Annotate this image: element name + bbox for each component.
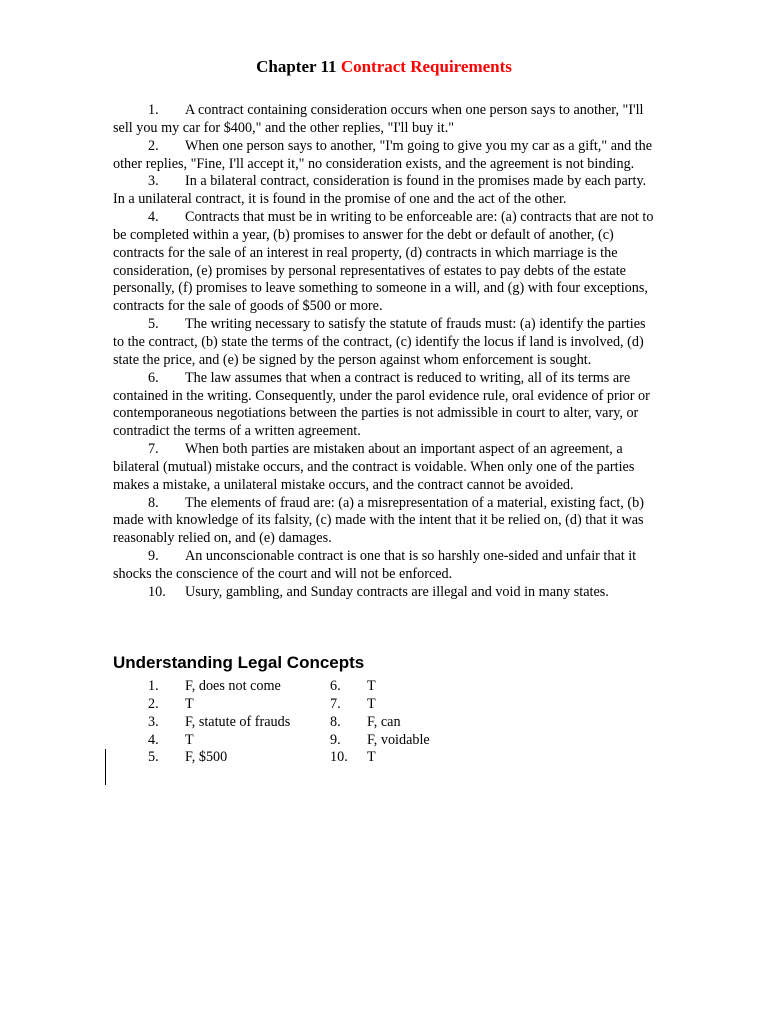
answer-text: F, can (367, 713, 401, 730)
summary-item (113, 495, 658, 549)
answer-row (148, 678, 330, 696)
summary-item (113, 441, 658, 495)
answer-text: F, $500 (185, 749, 228, 766)
summary-item-number: 2. (148, 137, 159, 154)
answer-column-left (148, 678, 330, 767)
summary-item-text: In a bilateral contract, consideration is found in the promises made by each party. In a unilateral contract, it is found in the promise of one and the act of the other. (113, 173, 647, 208)
answer-text: T (367, 678, 376, 694)
summary-item (113, 102, 658, 138)
summary-item (113, 370, 658, 441)
summary-item (113, 584, 658, 602)
answer-number: 7. (330, 695, 341, 712)
summary-item-text: The law assumes that when a contract is reduced to writing, all of its terms are contained in the writing. Consequently, under the parol evidence rule, oral evidence of prior or contemporaneous negotiations between the parties is not admissible in court to alter, vary, or contradict the terms of a written agreement. (113, 369, 650, 440)
summary-item (113, 138, 658, 174)
answer-number: 8. (330, 713, 341, 730)
answer-number: 9. (330, 731, 341, 748)
answer-number: 6. (330, 678, 341, 694)
answer-number: 3. (148, 713, 159, 730)
summary-item-text: The elements of fraud are: (a) a misrepresentation of a material, existing fact, (b) made with knowledge of its falsity, (c) made with the intent that it be relied on, (d) that it was reasonably relied on, and (e) damages. (113, 494, 644, 547)
summary-item-number: 3. (148, 173, 159, 190)
summary-item-number: 8. (148, 494, 159, 511)
text-cursor (105, 749, 106, 785)
summary-item-text: The writing necessary to satisfy the statute of frauds must: (a) identify the parties to the contract, (b) state the terms of the contract, (c) identify the locus if land is involved, (d) state the price, and (e) be signed by the person against whom enforcement is sought. (113, 316, 646, 368)
answer-row (148, 696, 330, 714)
answer-text: T (185, 695, 194, 712)
answer-row (330, 696, 512, 714)
answer-text: F, voidable (367, 731, 430, 748)
answer-number: 4. (148, 731, 159, 748)
answer-number: 2. (148, 695, 159, 712)
summary-item-number: 10. (148, 583, 166, 600)
summary-item-text: Contracts that must be in writing to be enforceable are: (a) contracts that are not to be completed within a year, (b) promises to answer for the debt or default of another, (c) contracts for the sale of an interest in real property, (d) contracts in which marriage is the consideration, (e) promises by personal representatives of estates to pay debts of the estate personally, (f) promises to leave something to someone in a will, and (g) with four exceptions, contracts for the sale of goods of $500 or more. (113, 209, 654, 315)
chapter-title: Contract Requirements (340, 57, 512, 77)
summary-item-number: 1. (148, 102, 159, 118)
page-title (0, 56, 768, 78)
summary-item-number: 7. (148, 441, 159, 458)
summary-item (113, 548, 658, 584)
summary-item-text: When both parties are mistaken about an important aspect of an agreement, a bilateral (mutual) mistake occurs, and the contract is voidable. When only one of the parties makes a mistake, a unilateral mistake occurs, and the contract cannot be avoided. (113, 441, 635, 493)
answer-key (148, 678, 512, 767)
summary-list (113, 102, 658, 602)
answer-column-right (330, 678, 512, 767)
summary-item-text: A contract containing consideration occurs when one person says to another, "I'll sell you my car for $400," and the other replies, "I'll buy it." (113, 102, 644, 136)
summary-item-text: An unconscionable contract is one that is so harshly one-sided and unfair that it shocks the conscience of the court and will not be enforced. (113, 548, 637, 582)
summary-item-text: When one person says to another, "I'm going to give you my car as a gift," and the other replies, "Fine, I'll accept it," no consideration exists, and the agreement is not binding. (113, 137, 653, 172)
answer-row (330, 714, 512, 732)
answer-text: F, statute of frauds (185, 713, 291, 730)
answer-number: 5. (148, 749, 159, 766)
section-heading: Understanding Legal Concepts (113, 653, 365, 672)
answer-row (148, 732, 330, 750)
chapter-label: Chapter 11 (256, 57, 337, 77)
answer-text: F, does not come (185, 678, 281, 694)
answer-text: T (185, 731, 194, 748)
answer-row (330, 678, 512, 696)
answer-text: T (367, 749, 376, 766)
summary-item-number: 4. (148, 209, 159, 226)
answer-number: 10. (330, 749, 348, 766)
summary-item (113, 316, 658, 370)
answer-number: 1. (148, 678, 159, 694)
answer-row (148, 714, 330, 732)
summary-item-text: Usury, gambling, and Sunday contracts are illegal and void in many states. (185, 583, 609, 600)
summary-item-number: 6. (148, 369, 159, 386)
answer-text: T (367, 695, 376, 712)
summary-item (113, 209, 658, 316)
summary-item (113, 173, 658, 209)
answer-row (330, 732, 512, 750)
summary-item-number: 9. (148, 548, 159, 565)
answer-row (148, 749, 330, 767)
summary-item-number: 5. (148, 316, 159, 333)
answer-row (330, 749, 512, 767)
